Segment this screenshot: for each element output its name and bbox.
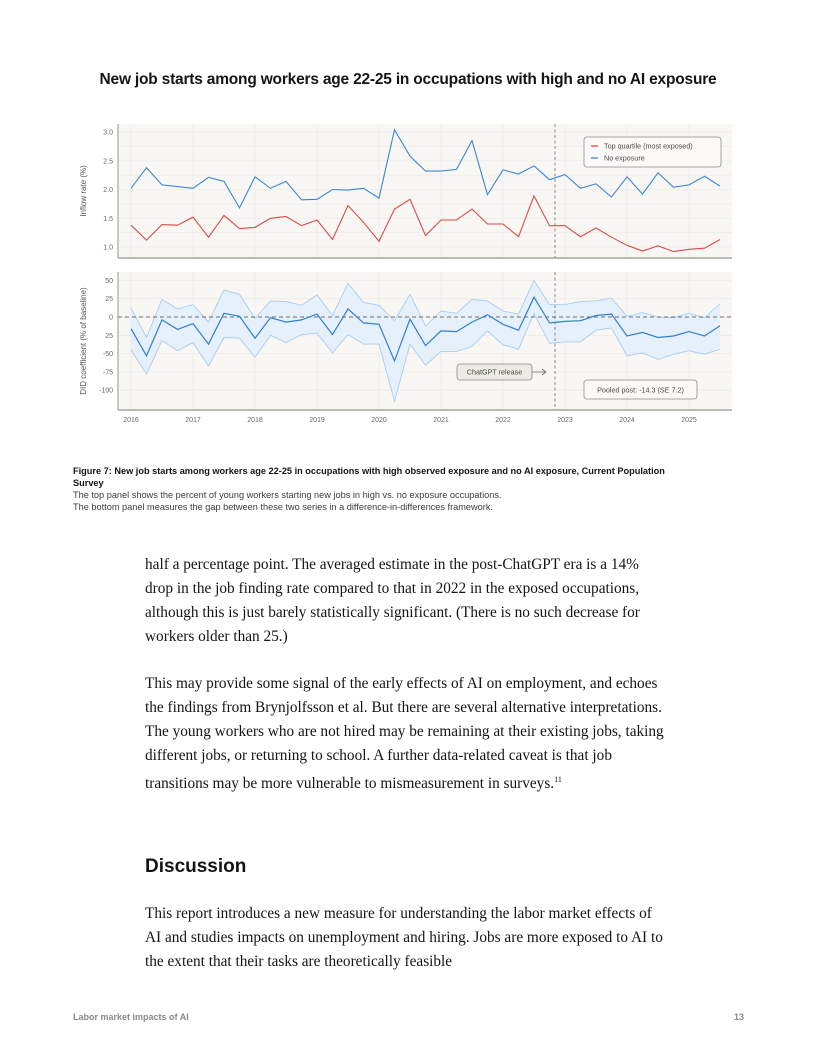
caption-line-1: The top panel shows the percent of young workers starting new jobs in high vs. no exposure occupations.: [73, 490, 502, 500]
top-y-ticks: [103, 130, 113, 252]
section-heading-discussion: Discussion: [145, 856, 247, 877]
top-panel: [79, 124, 732, 258]
legend-label-no-exposure: No exposure: [604, 153, 645, 163]
svg-text:2018: 2018: [247, 417, 263, 424]
svg-text:25: 25: [105, 332, 113, 340]
caption-line-2: The bottom panel measures the gap between these two series in a difference-in-differences framework.: [73, 502, 493, 512]
svg-text:2.5: 2.5: [103, 158, 113, 166]
svg-text:50: 50: [105, 277, 113, 285]
bottom-y-ticks: [99, 278, 113, 395]
svg-text:1.5: 1.5: [103, 215, 113, 223]
svg-text:2020: 2020: [371, 417, 387, 424]
svg-text:2023: 2023: [557, 417, 573, 424]
legend: [584, 137, 721, 167]
footer-title: Labor market impacts of AI: [73, 1012, 189, 1022]
footnote-marker[interactable]: 11: [554, 775, 562, 784]
x-axis-year-ticks: [123, 417, 697, 424]
svg-text:2021: 2021: [433, 417, 449, 424]
svg-text:2024: 2024: [619, 417, 635, 424]
page-number: 13: [733, 1012, 744, 1022]
chart: [0, 0, 816, 440]
bottom-panel: [79, 272, 732, 424]
paragraph-1: half a percentage point. The averaged estimate in the post-ChatGPT era is a 14% drop in the job finding rate compared to that in 2022 in the exposed occupations, although this is just barely statistically significant. (There is no such decrease for workers older than 25.): [145, 556, 640, 645]
top-y-axis-label: Inflow rate (%): [79, 165, 88, 217]
pooled-post-label: Pooled post: -14.3 (SE 7.2): [597, 385, 684, 395]
svg-text:2017: 2017: [185, 417, 201, 424]
pooled-post-annotation: [584, 380, 697, 399]
paragraph-3: This report introduces a new measure for understanding the labor market effects of AI and studies impacts on unemployment and hiring. Jobs are more exposed to AI to the extent that their tasks are theoretically feasible: [145, 905, 663, 970]
svg-text:1.0: 1.0: [103, 244, 113, 252]
figure-title: New job starts among workers age 22-25 in occupations with high and no AI exposure: [99, 71, 717, 88]
paragraph-2: This may provide some signal of the early effects of AI on employment, and echoes the findings from Brynjolfsson et al. But there are several alternative interpretations. The young workers who are not hired may be remaining at their existing jobs, taking different jobs, or returning to school. A further data-related caveat is that job transitions may be more vulnerable to mismeasurement in surveys.$^{11}$: [145, 675, 664, 793]
svg-text:-75: -75: [102, 369, 113, 377]
svg-text:25: 25: [105, 296, 113, 304]
svg-text:2022: 2022: [495, 417, 511, 424]
svg-text:0: 0: [109, 314, 113, 322]
svg-text:2016: 2016: [123, 417, 139, 424]
figure-caption: [73, 465, 673, 513]
svg-text:-100: -100: [98, 387, 113, 395]
bottom-y-axis-label: DID coefficient (% of baseline): [79, 287, 88, 395]
svg-text:3.0: 3.0: [103, 129, 113, 137]
svg-text:2.0: 2.0: [103, 187, 113, 194]
svg-text:2025: 2025: [681, 417, 697, 424]
caption-title: Figure 7: New job starts among workers age 22-25 in occupations with high observed exposure and no AI exposure, Current Population Survey: [73, 466, 665, 488]
svg-text:2019: 2019: [309, 417, 325, 424]
chatgpt-release-label: ChatGPT release: [466, 367, 523, 377]
svg-text:-50: -50: [102, 351, 113, 359]
legend-label-top-quartile: Top quartile (most exposed): [604, 141, 693, 151]
